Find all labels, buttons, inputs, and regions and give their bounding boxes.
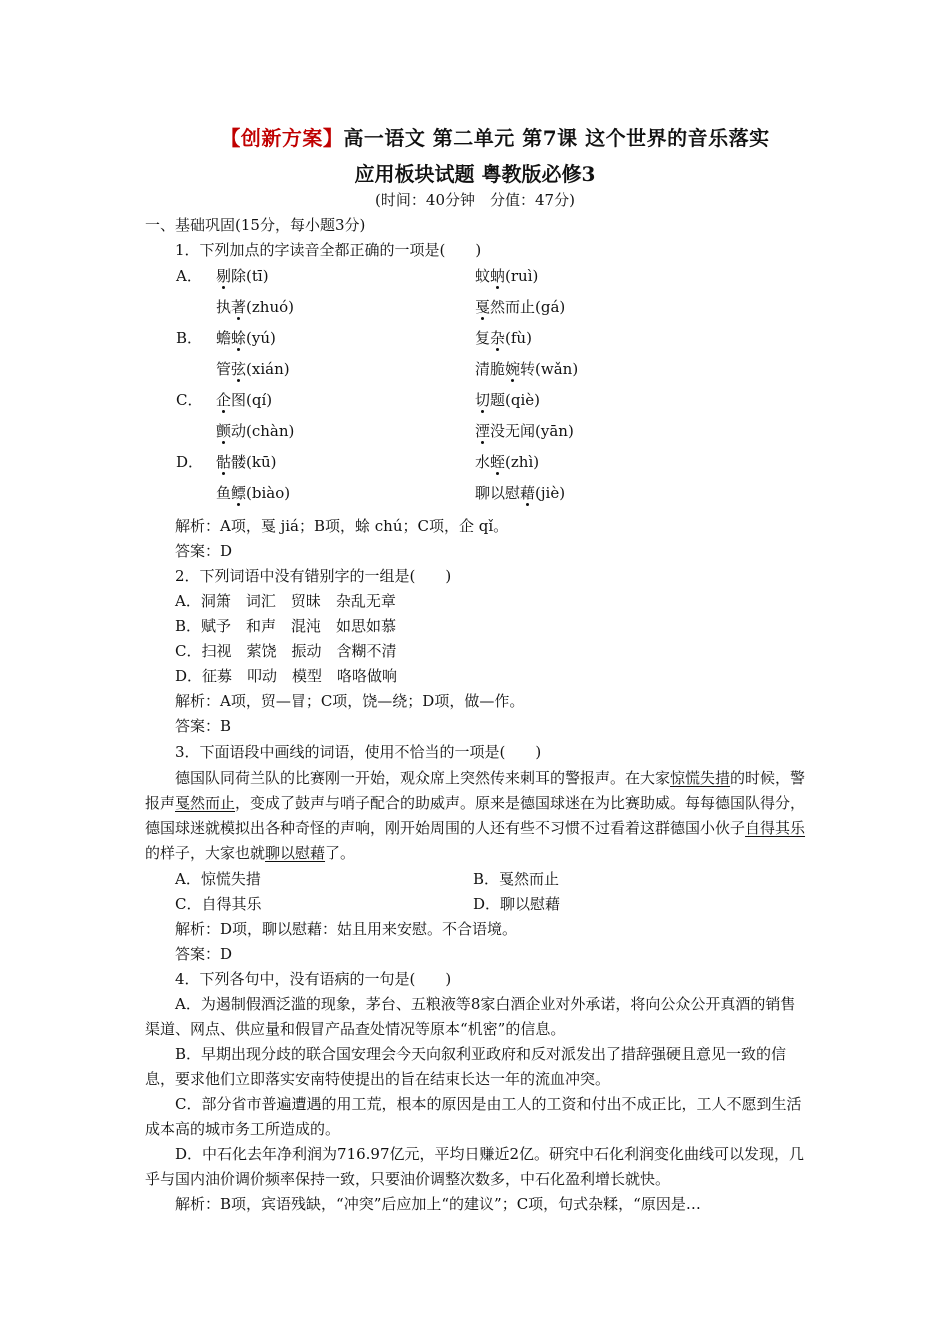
dotted-character: 企 bbox=[216, 391, 232, 409]
dotted-character: 蚋 bbox=[490, 267, 506, 285]
question-1-option-item: 执著(zhuó) bbox=[216, 298, 294, 316]
question-1-option-item: 湮没无闻(yān) bbox=[475, 422, 574, 440]
dotted-character: 婉 bbox=[505, 360, 521, 378]
question-4-option-b: B．早期出现分歧的联合国安理会今天向叙利亚政府和反对派发出了措辞强硬且意见一致的信息，要求他们立即落实安南特使提出的旨在结束长达一年的流血冲突。 bbox=[145, 1045, 787, 1088]
question-4-option-c: C．部分省市普遍遭遇的用工荒，根本的原因是由工人的工资和付出不成正比，工人不愿到生活成本高的城市务工所造成的。 bbox=[145, 1095, 802, 1138]
question-1-option-label: D． bbox=[176, 453, 204, 471]
dotted-character: 湮 bbox=[475, 422, 491, 440]
document-title-line2: 应用板块试题 粤教版必修3 bbox=[354, 162, 596, 186]
question-1-option-item: 骷髅(kū) bbox=[216, 453, 277, 471]
question-2-option: B．赋予 和声 混沌 如思如慕 bbox=[175, 617, 397, 635]
question-3-stem: 3．下面语段中画线的词语，使用不恰当的一项是( ) bbox=[175, 743, 542, 761]
question-2-stem: 2．下列词语中没有错别字的一组是( ) bbox=[175, 567, 452, 585]
question-1-option-label: C． bbox=[176, 391, 203, 409]
question-3-option: C．自得其乐 bbox=[175, 895, 262, 913]
dotted-character: 藉 bbox=[520, 484, 536, 502]
question-1-option-item: 水蛭(zhì) bbox=[475, 453, 540, 471]
document-title-line1: 【创新方案】高一语文 第二单元 第7课 这个世界的音乐落实 bbox=[220, 126, 770, 150]
dotted-character: 弦 bbox=[231, 360, 247, 378]
question-4-option-a: A．为遏制假酒泛滥的现象，茅台、五粮液等8家白酒企业对外承诺，将向公众公开真酒的销售渠道、网点、供应量和假冒产品查处情况等原本“机密”的信息。 bbox=[145, 995, 796, 1038]
question-4-analysis: 解析：B项，宾语残缺，“冲突”后应加上“的建议”；C项，句式杂糅，“原因是… bbox=[175, 1195, 701, 1213]
exam-meta: (时间：40分钟 分值：47分) bbox=[375, 191, 575, 209]
question-3-option: B．戛然而止 bbox=[473, 870, 560, 888]
question-1-answer: 答案：D bbox=[175, 542, 233, 560]
question-1-option-item: 企图(qí) bbox=[216, 391, 273, 409]
question-1-analysis: 解析：A项，戛 jiá；B项，蜍 chú；C项，企 qǐ。 bbox=[175, 517, 509, 535]
underlined-phrase: 自得其乐 bbox=[745, 819, 806, 837]
question-1-option-item: 蟾蜍(yú) bbox=[216, 329, 276, 347]
question-3-option: D．聊以慰藉 bbox=[473, 895, 561, 913]
question-1-option-item: 管弦(xián) bbox=[216, 360, 290, 378]
dotted-character: 切 bbox=[475, 391, 491, 409]
question-1-option-label: B． bbox=[176, 329, 203, 347]
question-1-option-item: 切题(qiè) bbox=[475, 391, 540, 409]
question-1-option-item: 蚊蚋(ruì) bbox=[475, 267, 539, 285]
question-4-stem: 4．下列各句中，没有语病的一句是( ) bbox=[175, 970, 452, 988]
dotted-character: 蛭 bbox=[490, 453, 506, 471]
underlined-phrase: 聊以慰藉 bbox=[265, 844, 326, 862]
question-3-answer: 答案：D bbox=[175, 945, 233, 963]
dotted-character: 杂 bbox=[490, 329, 506, 347]
dotted-character: 骷 bbox=[216, 453, 232, 471]
question-2-option: D．征募 叩动 模型 咯咯做响 bbox=[175, 667, 398, 685]
brand-label: 【创新方案】 bbox=[220, 126, 344, 150]
question-2-answer: 答案：B bbox=[175, 717, 232, 735]
question-1-stem: 1．下列加点的字读音全都正确的一项是( ) bbox=[175, 241, 482, 259]
question-3-analysis: 解析：D项，聊以慰藉：姑且用来安慰。不合语境。 bbox=[175, 920, 518, 938]
question-2-option: A．洞箫 词汇 贸昧 杂乱无章 bbox=[175, 592, 396, 610]
underlined-phrase: 戛然而止 bbox=[175, 794, 236, 812]
question-1-option-item: 复杂(fù) bbox=[475, 329, 532, 347]
question-2-option: C．扫视 萦饶 振动 含糊不清 bbox=[175, 642, 397, 660]
underlined-phrase: 惊慌失措 bbox=[670, 769, 731, 787]
question-1-option-item: 鱼鳔(biào) bbox=[216, 484, 291, 502]
dotted-character: 戛 bbox=[475, 298, 491, 316]
question-1-option-label: A． bbox=[176, 267, 202, 285]
question-1-option-item: 聊以慰藉(jiè) bbox=[475, 484, 566, 502]
question-1-option-item: 清脆婉转(wǎn) bbox=[475, 360, 579, 378]
question-4-option-d: D．中石化去年净利润为716.97亿元，平均日赚近2亿。研究中石化利润变化曲线可以发现，几乎与国内油价调价频率保持一致，只要油价调整次数多，中石化盈利增长就快。 bbox=[145, 1145, 805, 1188]
question-1-option-item: 戛然而止(gá) bbox=[475, 298, 566, 316]
question-1-option-item: 颤动(chàn) bbox=[216, 422, 295, 440]
dotted-character: 蜍 bbox=[231, 329, 247, 347]
dotted-character: 剔 bbox=[216, 267, 232, 285]
question-1-option-item: 剔除(tī) bbox=[216, 267, 269, 285]
question-2-analysis: 解析：A项，贸—冒；C项，饶—绕；D项，做—作。 bbox=[175, 692, 525, 710]
dotted-character: 颤 bbox=[216, 422, 232, 440]
question-3-option: A．惊慌失措 bbox=[175, 870, 261, 888]
section-heading: 一、基础巩固(15分，每小题3分) bbox=[145, 216, 366, 234]
question-3-passage: 德国队同荷兰队的比赛刚一开始，观众席上突然传来刺耳的警报声。在大家惊慌失措的时候，警报声戛然而止，变成了鼓声与哨子配合的助威声。原来是德国球迷在为比赛助威。每每德国队得分，德国球迷就模拟出各种奇怪的声响，刚开始周围的人还有些不习惯不过看着这群德国小伙子自得其乐的样子，大家也就聊以慰藉了。 bbox=[145, 769, 806, 862]
dotted-character: 鳔 bbox=[231, 484, 247, 502]
dotted-character: 著 bbox=[231, 298, 247, 316]
